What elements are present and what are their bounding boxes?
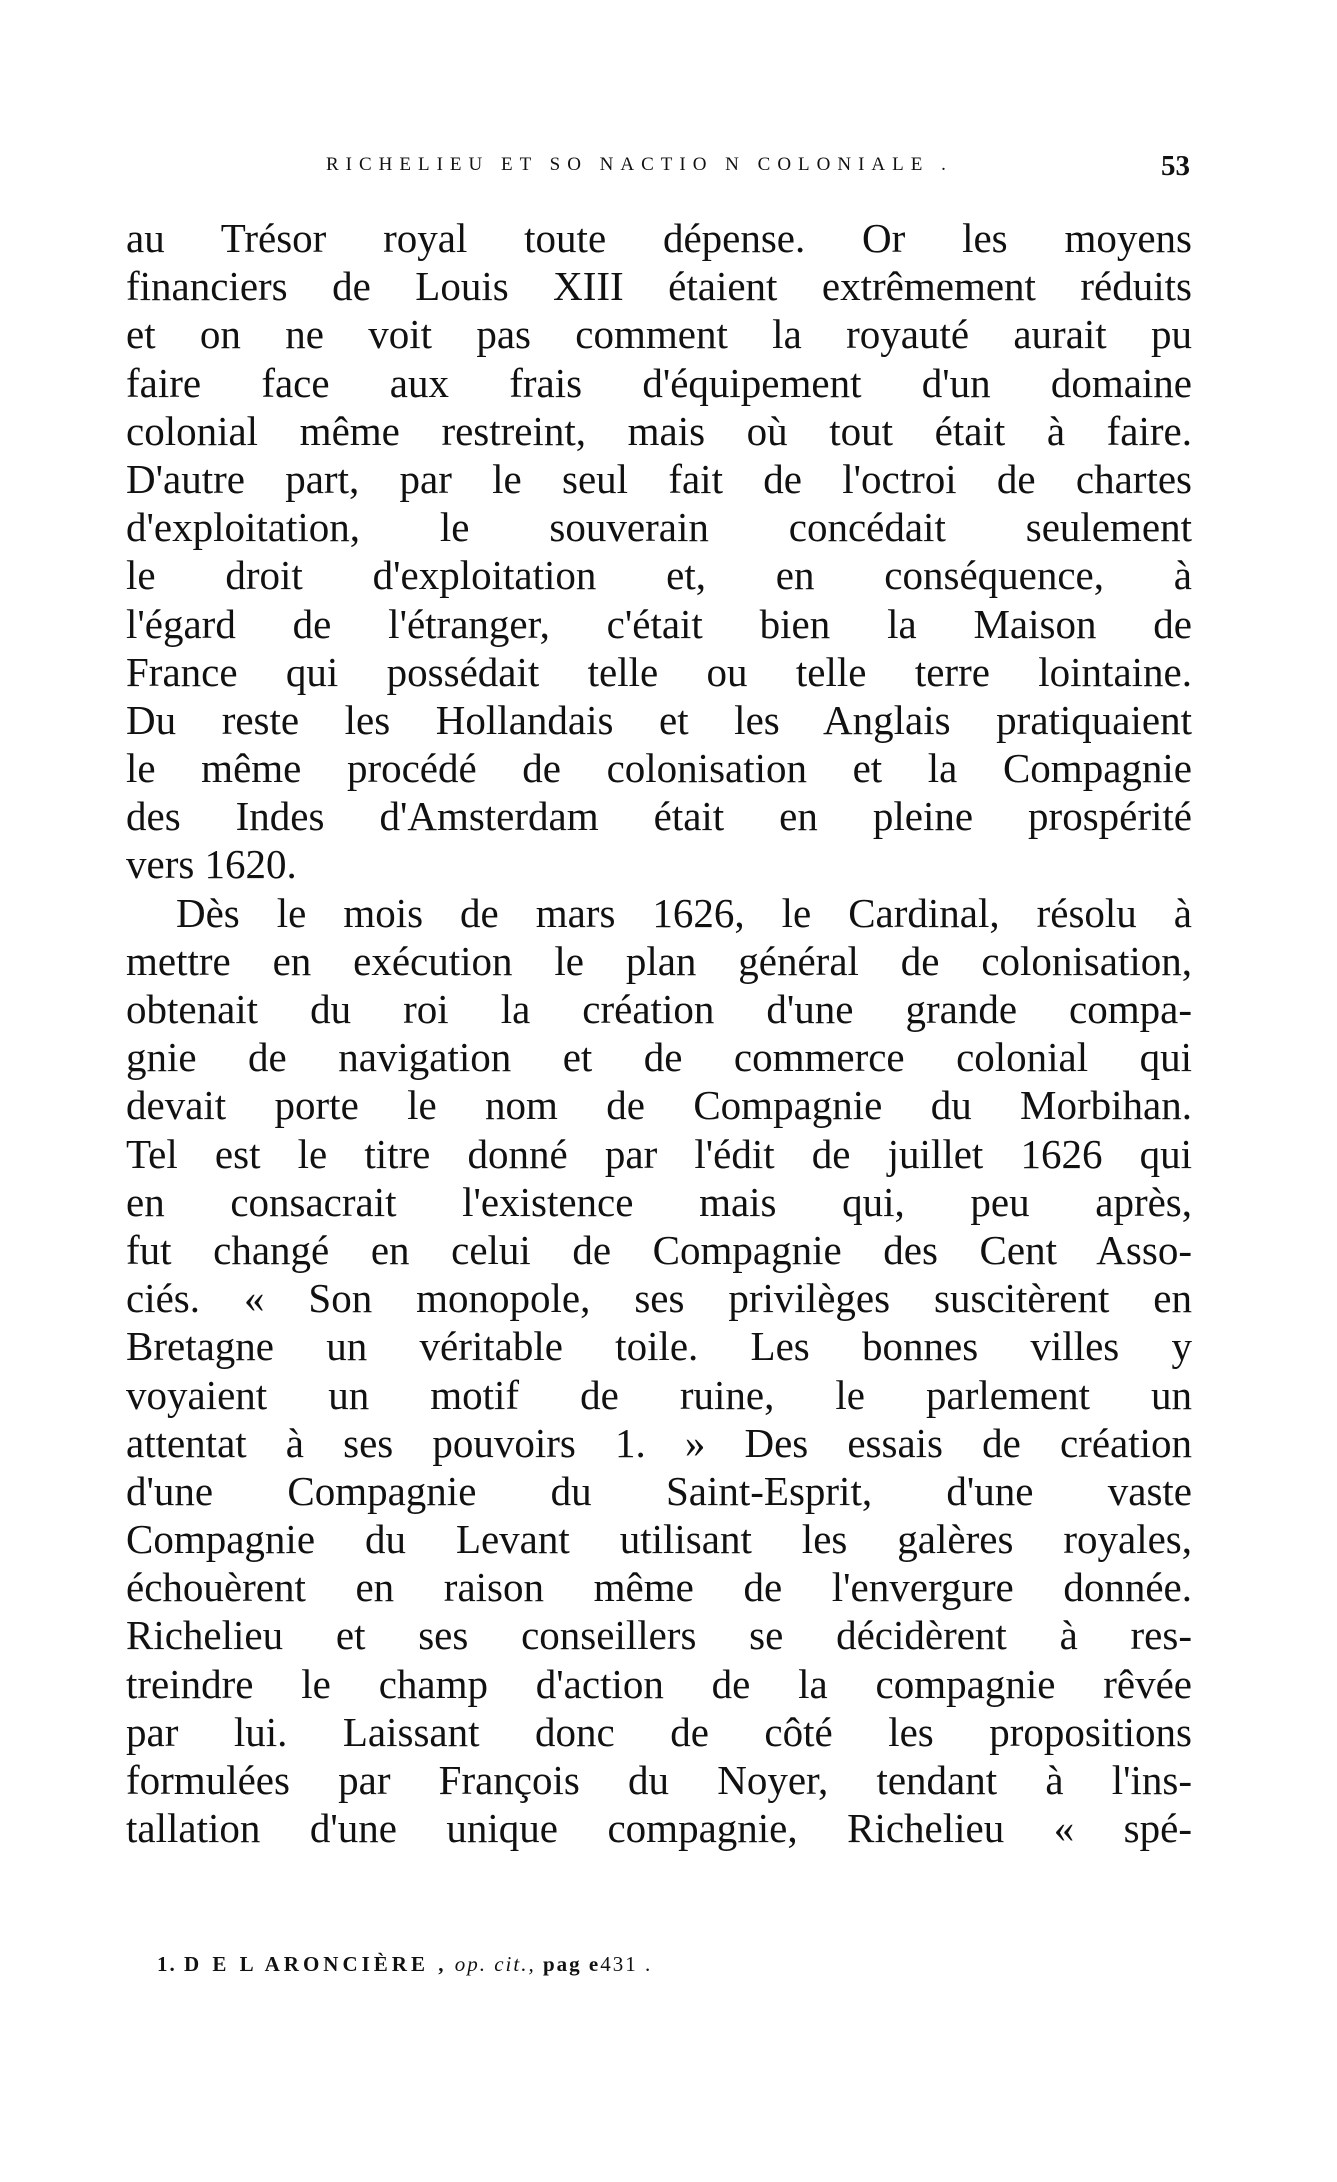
- text-line: d'une Compagnie du Saint-Esprit, d'une vaste: [126, 1467, 1192, 1514]
- text-line: échouèrent en raison même de l'envergure donnée.: [126, 1564, 1192, 1611]
- text-line: attentat à ses pouvoirs 1. » Des essais de création: [126, 1419, 1192, 1466]
- text-line: D'autre part, par le seul fait de l'octroi de chartes: [126, 455, 1192, 502]
- footnote-op: op.: [454, 1952, 487, 1976]
- text-line: formulées par François du Noyer, tendant à l'ins-: [126, 1757, 1192, 1803]
- text-line: des Indes d'Amsterdam était en pleine prospérité: [126, 793, 1192, 840]
- footnote: [157, 1952, 652, 1977]
- text-line: voyaient un motif de ruine, le parlement un: [126, 1371, 1192, 1418]
- text-line: et on ne voit pas comment la royauté aurait pu: [126, 311, 1192, 358]
- text-line: tallation d'une unique compagnie, Richelieu « spé-: [126, 1805, 1192, 1852]
- text-line: en consacrait l'existence mais qui, peu après,: [126, 1178, 1192, 1225]
- text-line: colonial même restreint, mais où tout était à faire.: [126, 407, 1192, 454]
- text-line: le droit d'exploitation et, en conséquence, à: [126, 552, 1192, 599]
- text-line: Bretagne un véritable toile. Les bonnes villes y: [126, 1323, 1192, 1370]
- text-line: Compagnie du Levant utilisant les galères royales,: [126, 1516, 1192, 1563]
- text-line: Richelieu et ses conseillers se décidèrent à res-: [126, 1612, 1192, 1659]
- text-line: vers 1620.: [126, 841, 297, 888]
- footnote-cit: cit.,: [494, 1952, 536, 1976]
- text-line: d'exploitation, le souverain concédait seulement: [126, 504, 1192, 551]
- text-line: gnie de navigation et de commerce colonial qui: [126, 1034, 1192, 1081]
- text-line: Du reste les Hollandais et les Anglais pratiquaient: [126, 696, 1192, 743]
- footnote-page: 431 .: [600, 1952, 653, 1976]
- footnote-page-label: pag e: [542, 1952, 601, 1976]
- page-number: 53: [1161, 150, 1190, 182]
- text-line: fut changé en celui de Compagnie des Cent Asso-: [126, 1226, 1192, 1273]
- text-line: le même procédé de colonisation et la Compagnie: [126, 745, 1192, 792]
- text-line: l'égard de l'étranger, c'était bien la Maison de: [126, 600, 1192, 647]
- running-title: RICHELIEU ET SO NACTIO N COLONIALE .: [326, 154, 953, 175]
- text-line: obtenait du roi la création d'une grande compa-: [126, 986, 1192, 1032]
- text-line: au Trésor royal toute dépense. Or les moyens: [126, 215, 1192, 261]
- text-line: devait porte le nom de Compagnie du Morbihan.: [126, 1082, 1192, 1129]
- running-header: [126, 150, 1190, 186]
- text-line: Dès le mois de mars 1626, le Cardinal, résolu à: [176, 889, 1192, 936]
- text-line: par lui. Laissant donc de côté les propositions: [126, 1708, 1192, 1755]
- footnote-author: D E L ARONCIÈRE ,: [184, 1952, 448, 1976]
- text-line: treindre le champ d'action de la compagnie rêvée: [126, 1660, 1192, 1707]
- text-line: France qui possédait telle ou telle terre lointaine.: [126, 648, 1192, 695]
- text-line: Tel est le titre donné par l'édit de juillet 1626 qui: [126, 1130, 1192, 1177]
- text-line: ciés. « Son monopole, ses privilèges suscitèrent en: [126, 1275, 1192, 1322]
- text-line: mettre en exécution le plan général de colonisation,: [126, 937, 1192, 984]
- body-text: [126, 214, 1192, 1852]
- footnote-number: 1.: [157, 1952, 177, 1976]
- text-line: financiers de Louis XIII étaient extrêmement réduits: [126, 263, 1192, 310]
- text-line: faire face aux frais d'équipement d'un domaine: [126, 359, 1192, 406]
